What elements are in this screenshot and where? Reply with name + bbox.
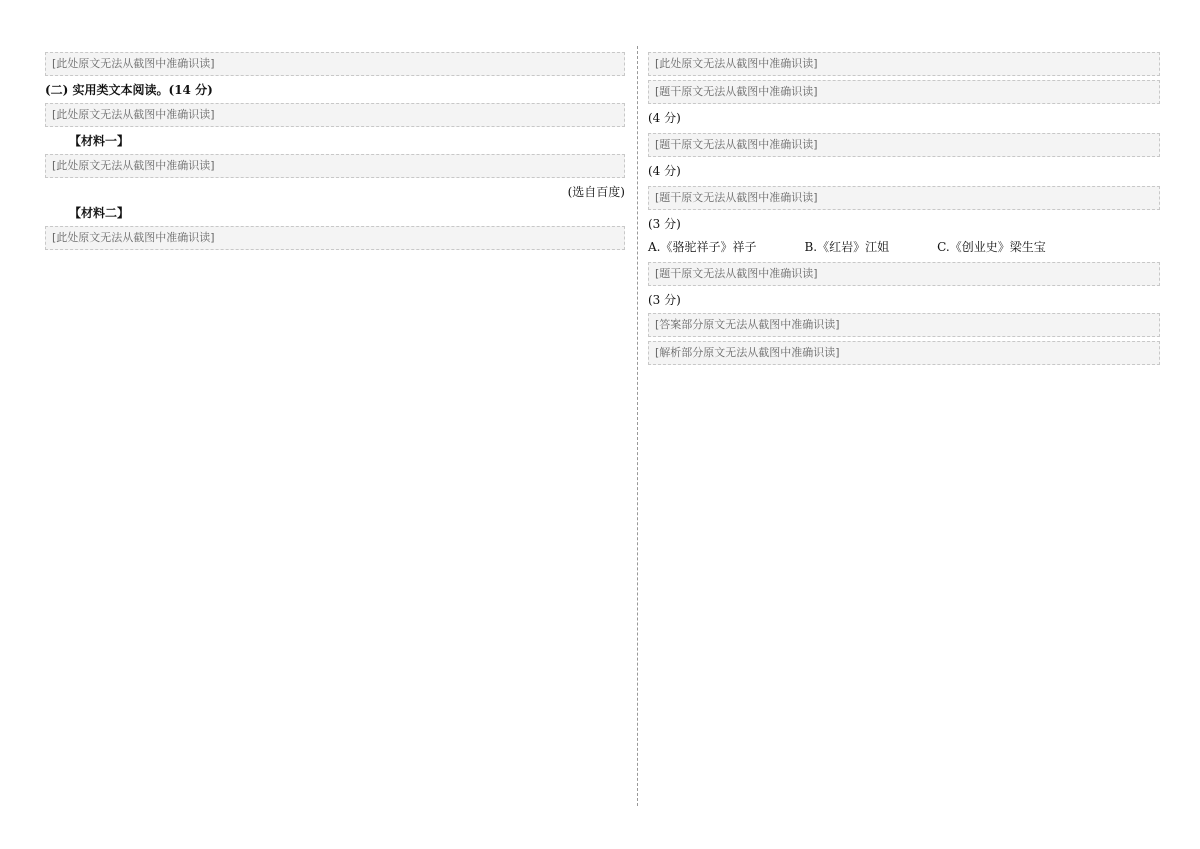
left-column [45, 50, 625, 254]
material1-source: (选自百度) [567, 185, 625, 199]
material1-placeholder: [此处原文无法从截图中准确识读] [45, 154, 625, 178]
question-9-points: (3 分) [648, 293, 681, 307]
intro-placeholder: [此处原文无法从截图中准确识读] [45, 103, 625, 127]
question-8-placeholder: [题干原文无法从截图中准确识读] [648, 186, 1160, 210]
material2-label: 【材料二】 [69, 206, 130, 220]
answers-placeholder: [答案部分原文无法从截图中准确识读] [648, 313, 1160, 337]
option-c: C.《创业史》梁生宝 [937, 240, 1046, 254]
answer-block-placeholder: [此处原文无法从截图中准确识读] [45, 52, 625, 76]
question-7-points: (4 分) [648, 164, 681, 178]
analysis-placeholder: [解析部分原文无法从截图中准确识读] [648, 341, 1160, 365]
question-9-placeholder: [题干原文无法从截图中准确识读] [648, 262, 1160, 286]
question-6-points: (4 分) [648, 111, 681, 125]
column-divider [637, 46, 638, 806]
question-8-points: (3 分) [648, 217, 681, 231]
question-6 [648, 80, 1160, 129]
question-8 [648, 186, 1160, 258]
question-7-placeholder: [题干原文无法从截图中准确识读] [648, 133, 1160, 157]
question-6-placeholder: [题干原文无法从截图中准确识读] [648, 80, 1160, 104]
question-8-options [648, 237, 1160, 258]
top-block-placeholder: [此处原文无法从截图中准确识读] [648, 52, 1160, 76]
question-9 [648, 262, 1160, 311]
material2-placeholder: [此处原文无法从截图中准确识读] [45, 226, 625, 250]
right-column [648, 50, 1160, 369]
option-b: B.《红岩》江姐 [804, 240, 890, 254]
material1-label: 【材料一】 [69, 134, 130, 148]
option-a: A.《骆驼祥子》祥子 [648, 240, 757, 254]
section-heading: (二) 实用类文本阅读。(14 分) [45, 83, 213, 97]
question-7 [648, 133, 1160, 182]
